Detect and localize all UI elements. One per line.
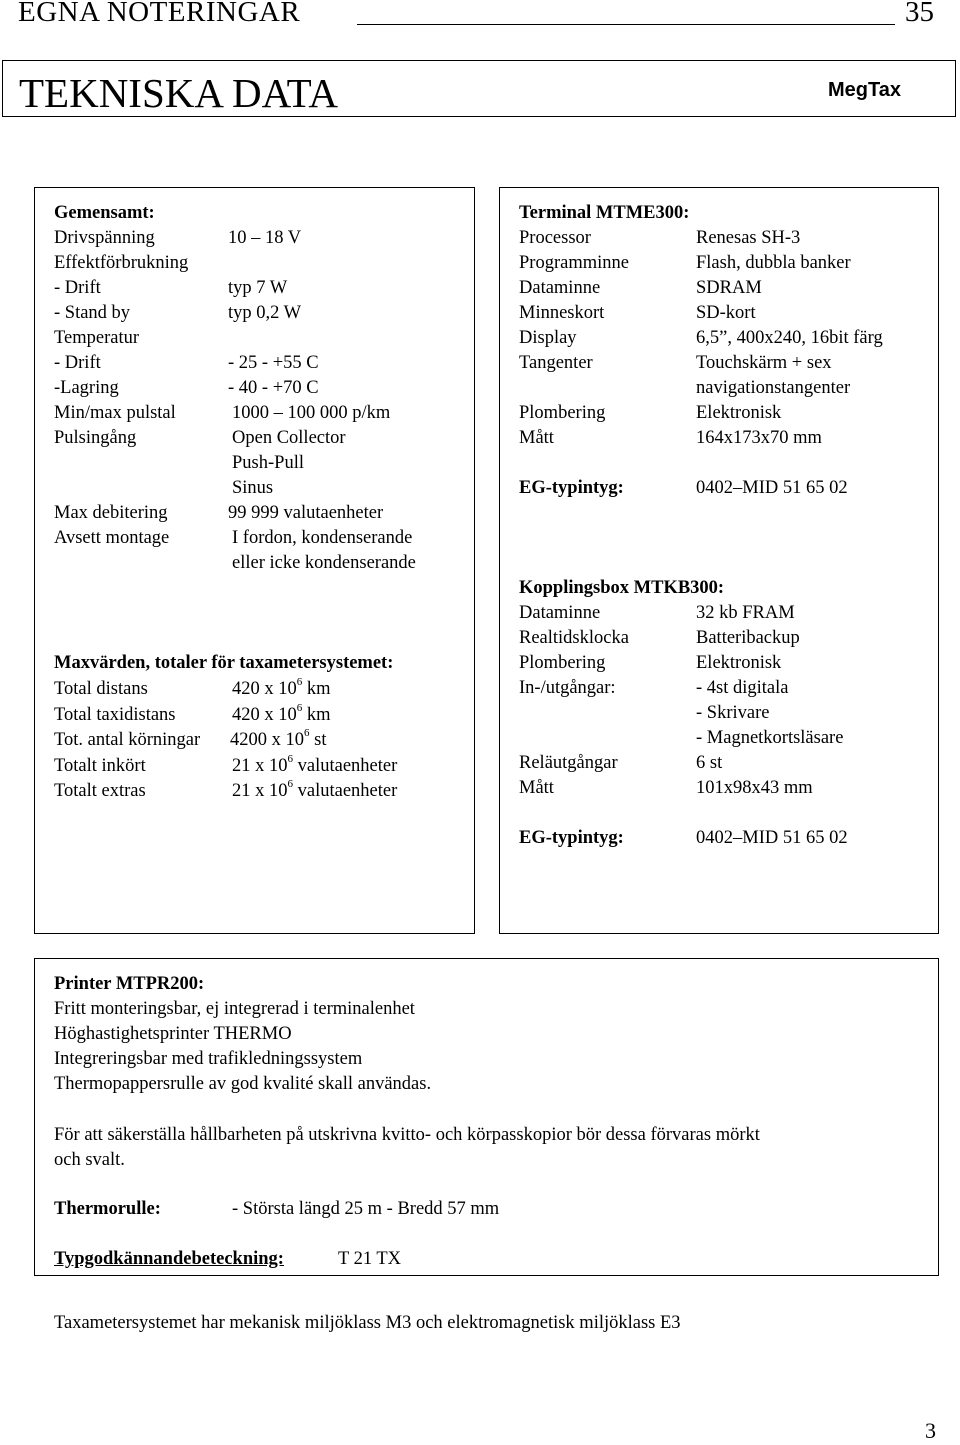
common-heading: Gemensamt: (54, 203, 155, 223)
spec-label: Max debitering (54, 503, 168, 523)
spec-label: -Lagring (54, 378, 119, 398)
spec-label: - Drift (54, 353, 101, 373)
page-title: TEKNISKA DATA (19, 70, 339, 116)
environment-class-note: Taxametersystemet har mekanisk miljöklass M3 och elektromagnetisk miljöklass E3 (54, 1313, 681, 1333)
terminal-value: Flash, dubbla banker (696, 253, 851, 273)
spec-value: Sinus (232, 478, 274, 498)
max-label: Total distans (54, 679, 148, 699)
printer-line: Integreringsbar med trafikledningssystem (54, 1049, 363, 1069)
terminal-label: Plombering (519, 403, 606, 423)
spec-value: 1000 – 100 000 p/km (232, 403, 391, 423)
terminal-value: SDRAM (696, 278, 762, 298)
terminal-label: Minneskort (519, 303, 605, 323)
max-value: 420 x $10^6$ km (232, 701, 331, 725)
terminal-label: Dataminne (519, 278, 601, 298)
box-heading: Kopplingsbox MTKB300: (519, 578, 725, 598)
spec-label: Temperatur (54, 328, 139, 348)
spec-label: - Stand by (54, 303, 131, 323)
thermo-label: Thermorulle: (54, 1199, 161, 1219)
spec-value: - 40 - +70 C (228, 378, 319, 398)
thermo-value: - Största längd 25 m - Bredd 57 mm (232, 1199, 500, 1219)
terminal-value: 6,5”, 400x240, 16bit färg (696, 328, 883, 348)
max-label: Tot. antal körningar (54, 730, 201, 750)
terminal-value: Touchskärm + sex (696, 353, 832, 373)
box-value: - Skrivare (696, 703, 770, 723)
box-value: - Magnetkortsläsare (696, 728, 844, 748)
box-value: 32 kb FRAM (696, 603, 795, 623)
box-value: 101x98x43 mm (696, 778, 813, 798)
page-number: 3 (925, 1418, 936, 1443)
box-label: Reläutgångar (519, 753, 618, 773)
terminal-value: SD-kort (696, 303, 756, 323)
title-box (2, 60, 956, 117)
printer-line: Fritt monteringsbar, ej integrerad i terminalenhet (54, 999, 415, 1019)
box-label: Mått (519, 778, 554, 798)
box-label: Dataminne (519, 603, 601, 623)
spec-value: eller icke kondenserande (232, 553, 416, 573)
max-label: Totalt inkört (54, 755, 146, 776)
header-page-number: 35 (905, 0, 934, 28)
box-label: Plombering (519, 653, 606, 673)
typgod-label: Typgodkännandebeteckning: (54, 1249, 284, 1269)
box-label: In-/utgångar: (519, 678, 616, 698)
box-value: Elektronisk (696, 653, 782, 673)
max-value: 420 x $10^6$ km (232, 676, 331, 699)
terminal-label: Display (519, 328, 577, 348)
box-value: Batteribackup (696, 628, 800, 648)
spec-label: Pulsingång (54, 428, 137, 448)
spec-value: - 25 - +55 C (228, 353, 319, 373)
max-value: 4200 x $10^6$ st (230, 727, 327, 750)
printer-note: För att säkerställa hållbarheten på utskrivna kvitto- och körpasskopior bör dessa förvaras mörkt (54, 1125, 760, 1145)
terminal-heading: Terminal MTME300: (519, 203, 690, 223)
terminal-value: navigationstangenter (696, 378, 851, 398)
box-value: - 4st digitala (696, 678, 789, 698)
page-header (0, 0, 958, 29)
spec-label: Effektförbrukning (54, 253, 189, 273)
spec-label: - Drift (54, 278, 101, 298)
box-value: 6 st (696, 753, 723, 773)
box-eg-value: 0402–MID 51 65 02 (696, 828, 848, 848)
spec-value: 10 – 18 V (228, 228, 302, 248)
header-title: EGNA NOTERINGAR (18, 0, 301, 28)
terminal-eg-value: 0402–MID 51 65 02 (696, 478, 848, 498)
spec-value: typ 7 W (228, 278, 288, 298)
box-eg-label: EG-typintyg: (519, 828, 624, 848)
printer-heading: Printer MTPR200: (54, 974, 205, 994)
spec-label: Drivspänning (54, 228, 155, 248)
terminal-value: Elektronisk (696, 403, 782, 423)
terminal-label: Mått (519, 428, 554, 448)
spec-label: Avsett montage (54, 528, 170, 548)
max-label: Total taxidistans (54, 704, 176, 725)
box-label: Realtidsklocka (519, 628, 629, 648)
printer-line: Thermopappersrulle av god kvalité skall användas. (54, 1074, 432, 1094)
max-label: Totalt extras (54, 781, 146, 801)
terminal-label: Programminne (519, 253, 629, 273)
printer-line: Höghastighetsprinter THERMO (54, 1024, 292, 1044)
brand-name: MegTax (828, 79, 901, 101)
spec-value: I fordon, kondenserande (232, 528, 413, 548)
spec-value: Push-Pull (232, 453, 304, 473)
terminal-label: Tangenter (519, 353, 593, 373)
terminal-value: Renesas SH-3 (696, 228, 801, 248)
spec-value: typ 0,2 W (228, 303, 302, 323)
printer-note: och svalt. (54, 1150, 125, 1170)
max-values-heading: Maxvärden, totaler för taxametersystemet: (54, 653, 394, 673)
header-rule (357, 24, 895, 25)
max-value: 21 x $10^6$ valutaenheter (232, 778, 398, 801)
typgod-value: T 21 TX (338, 1249, 402, 1269)
spec-value: 99 999 valutaenheter (228, 503, 384, 523)
terminal-value: 164x173x70 mm (696, 428, 822, 448)
terminal-eg-label: EG-typintyg: (519, 478, 624, 498)
max-value: 21 x $10^6$ valutaenheter (232, 752, 398, 776)
spec-value: Open Collector (232, 428, 346, 448)
spec-label: Min/max pulstal (54, 403, 176, 423)
terminal-label: Processor (519, 228, 591, 248)
